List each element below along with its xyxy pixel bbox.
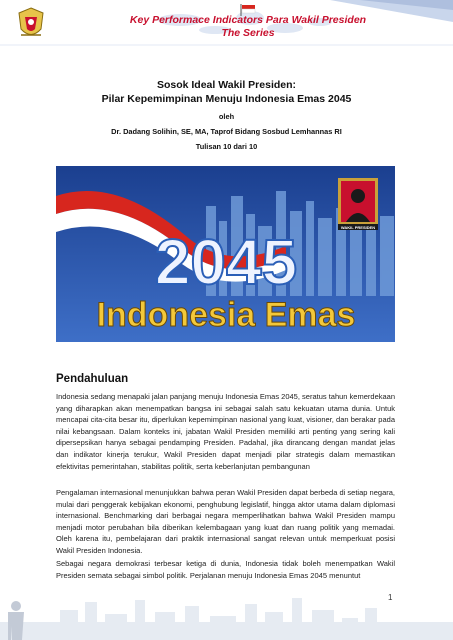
- byline-oleh: oleh: [218, 112, 235, 121]
- paragraph-2: Pengalaman internasional menunjukkan bahwa peran Wakil Presiden dapat berbeda di setiap negara, mulai dari penggerak kebijakan ekonomi, penghubung legislatif, hingga aktor utama dalam diplomasi internasional. Benchmarking dari berbagai negara memperlihatkan bahwa Wakil Presiden mampu menjadi motor perubahan bila diberikan kelembagaan yang kuat dan ruang politik yang memadai. Oleh karena itu, pembelajaran dari praktik internasional sangat relevan untuk memperkuat posisi Wakil Presiden Indonesia.: [56, 488, 395, 555]
- garuda-emblem-icon: [17, 7, 45, 41]
- series-title: [108, 14, 388, 40]
- paragraph-1: Indonesia sedang menapaki jalan panjang menuju Indonesia Emas 2045, seratus tahun kemerdekaan yang diharapkan akan menempatkan bangsa ini sebagai salah satu kekuatan utama dunia. Untuk mencapai cita-cita besar itu, diperlukan kepemimpinan nasional yang kuat, visioner, dan berakar pada nilai kebangsaan. Dalam konteks ini, jabatan Wakil Presiden memiliki arti penting yang sering kali dipersepsikan hanya sebagai pendamping Presiden. Padahal, jika dirancang dengan mandat jelas dan indikator kinerja terukur, Wakil Presiden dapat menjadi pilar strategis dalam memastikan efektivitas pemerintahan, stabilitas politik, serta keberlanjutan pembangunan: [56, 392, 395, 471]
- article-title-line2: Pilar Kepemimpinan Menuju Indonesia Emas 2045: [101, 93, 352, 105]
- page-number: 1: [388, 593, 393, 602]
- banner-headline: Indonesia Emas: [96, 296, 356, 334]
- portrait-caption: WAKIL PRESIDEN: [340, 225, 376, 230]
- series-title-line2: The Series: [221, 27, 275, 39]
- author-name: Dr. Dadang Solihin, SE, MA, Taprof Bidang Sosbud Lemhannas RI: [111, 127, 342, 136]
- series-part: Tulisan 10 dari 10: [195, 142, 258, 151]
- article-title-line1: Sosok Ideal Wakil Presiden:: [156, 79, 297, 91]
- series-title-line1: Key Performace Indicators Para Wakil Presiden: [129, 14, 367, 26]
- footer-skyline: [0, 582, 453, 640]
- section-title: Pendahuluan: [56, 373, 129, 385]
- banner-year: 2045: [154, 226, 298, 298]
- banner-image: [56, 166, 395, 342]
- paragraph-3: Sebagai negara demokrasi terbesar ketiga di dunia, Indonesia tidak boleh menempatkan Wakil Presiden semata sebagai simbol politik. Perjalanan menuju Indonesia Emas 2045 menuntut: [56, 559, 395, 580]
